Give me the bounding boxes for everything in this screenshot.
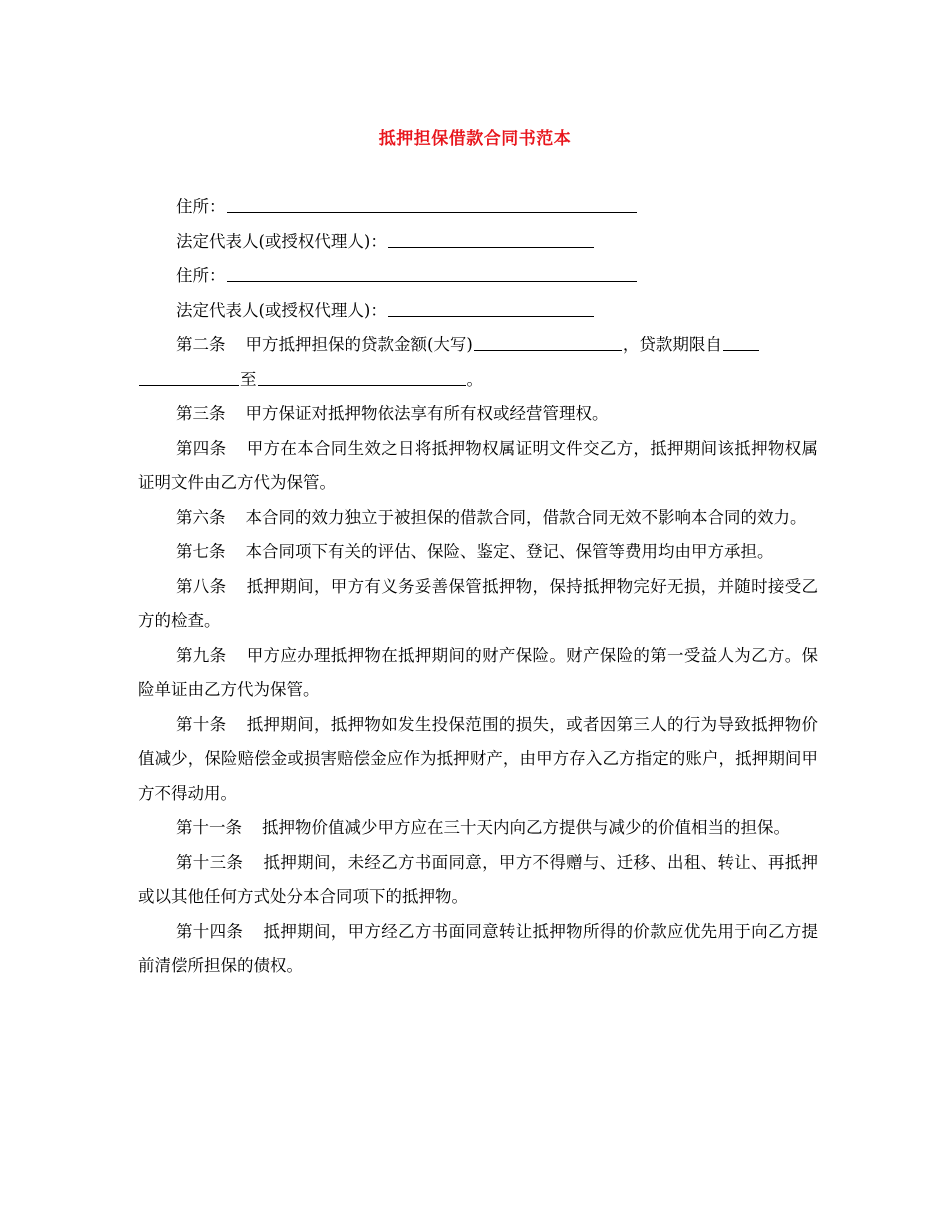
- field-label: 法定代表人(或授权代理人)：: [176, 231, 387, 251]
- clause-number: 第四条: [176, 438, 227, 458]
- clause-number: 第十一条: [176, 818, 242, 837]
- clause-text: 本合同的效力独立于被担保的借款合同，借款合同无效不影响本合同的效力。: [245, 507, 807, 527]
- address-blank-2[interactable]: [227, 263, 637, 282]
- document-body: [138, 190, 818, 984]
- clause-number: 第七条: [176, 542, 226, 561]
- clause-10: [138, 708, 818, 812]
- clause-11: [138, 811, 818, 846]
- field-label: 法定代表人(或授权代理人)：: [176, 300, 387, 320]
- field-label: 住所：: [176, 266, 226, 285]
- header-field-representative-2: [138, 294, 818, 329]
- clause-2-line-2: [138, 363, 818, 398]
- clause-text: 甲方保证对抵押物依法享有所有权或经营管理权。: [245, 404, 609, 423]
- clause-number: 第二条: [176, 335, 226, 354]
- clause-number: 第六条: [176, 507, 226, 527]
- representative-blank-1[interactable]: [388, 229, 594, 248]
- loan-start-blank-cont[interactable]: [139, 367, 239, 386]
- header-field-address-2: [138, 259, 818, 294]
- clause-number: 第十三条: [176, 852, 244, 872]
- header-field-address-1: [138, 190, 818, 225]
- clause-number: 第九条: [176, 645, 227, 665]
- clause-9: [138, 639, 818, 708]
- clause-6: [138, 501, 818, 536]
- loan-start-blank[interactable]: [723, 332, 759, 351]
- loan-amount-blank[interactable]: [474, 332, 622, 351]
- clause-text: 抵押期间，抵押物如发生投保范围的损失，或者因第三人的行为导致抵押物价值减少，保险赔偿金或损害赔偿金应作为抵押财产，由甲方存入乙方指定的账户，抵押期间甲方不得动用。: [138, 714, 819, 803]
- clause-7: [138, 535, 818, 570]
- clause-text: 甲方抵押担保的贷款金额(大写): [245, 335, 473, 354]
- clause-text: 至: [240, 369, 257, 389]
- clause-number: 第十条: [176, 714, 227, 734]
- document-title: 抵押担保借款合同书范本: [378, 129, 572, 149]
- address-blank-1[interactable]: [227, 194, 637, 213]
- header-field-representative-1: [138, 225, 818, 260]
- clause-text: ，贷款期限自: [622, 335, 722, 354]
- clause-number: 第八条: [176, 576, 227, 596]
- loan-end-blank[interactable]: [258, 367, 466, 386]
- clause-text: 。: [466, 369, 483, 389]
- clause-text: 抵押期间，甲方有义务妥善保管抵押物，保持抵押物完好无损，并随时接受乙方的检查。: [138, 576, 819, 630]
- clause-text: 抵押期间，甲方经乙方书面同意转让抵押物所得的价款应优先用于向乙方提前清偿所担保的债权。: [138, 921, 819, 975]
- clause-8: [138, 570, 818, 639]
- clause-14: [138, 915, 818, 984]
- clause-3: [138, 397, 818, 432]
- clause-text: 抵押物价值减少甲方应在三十天内向乙方提供与减少的价值相当的担保。: [262, 818, 790, 837]
- clause-text: 甲方在本合同生效之日将抵押物权属证明文件交乙方，抵押期间该抵押物权属证明文件由乙方代为保管。: [138, 438, 819, 492]
- representative-blank-2[interactable]: [388, 298, 594, 317]
- clause-2-line-1: [138, 328, 818, 363]
- clause-13: [138, 846, 818, 915]
- field-label: 住所：: [176, 197, 226, 216]
- clause-4: [138, 432, 818, 501]
- clause-number: 第三条: [176, 404, 226, 423]
- clause-text: 抵押期间，未经乙方书面同意，甲方不得赠与、迁移、出租、转让、再抵押或以其他任何方式处分本合同项下的抵押物。: [138, 852, 819, 906]
- clause-number: 第十四条: [176, 921, 244, 941]
- clause-text: 本合同项下有关的评估、保险、鉴定、登记、保管等费用均由甲方承担。: [245, 542, 774, 561]
- clause-text: 甲方应办理抵押物在抵押期间的财产保险。财产保险的第一受益人为乙方。保险单证由乙方代为保管。: [138, 645, 819, 699]
